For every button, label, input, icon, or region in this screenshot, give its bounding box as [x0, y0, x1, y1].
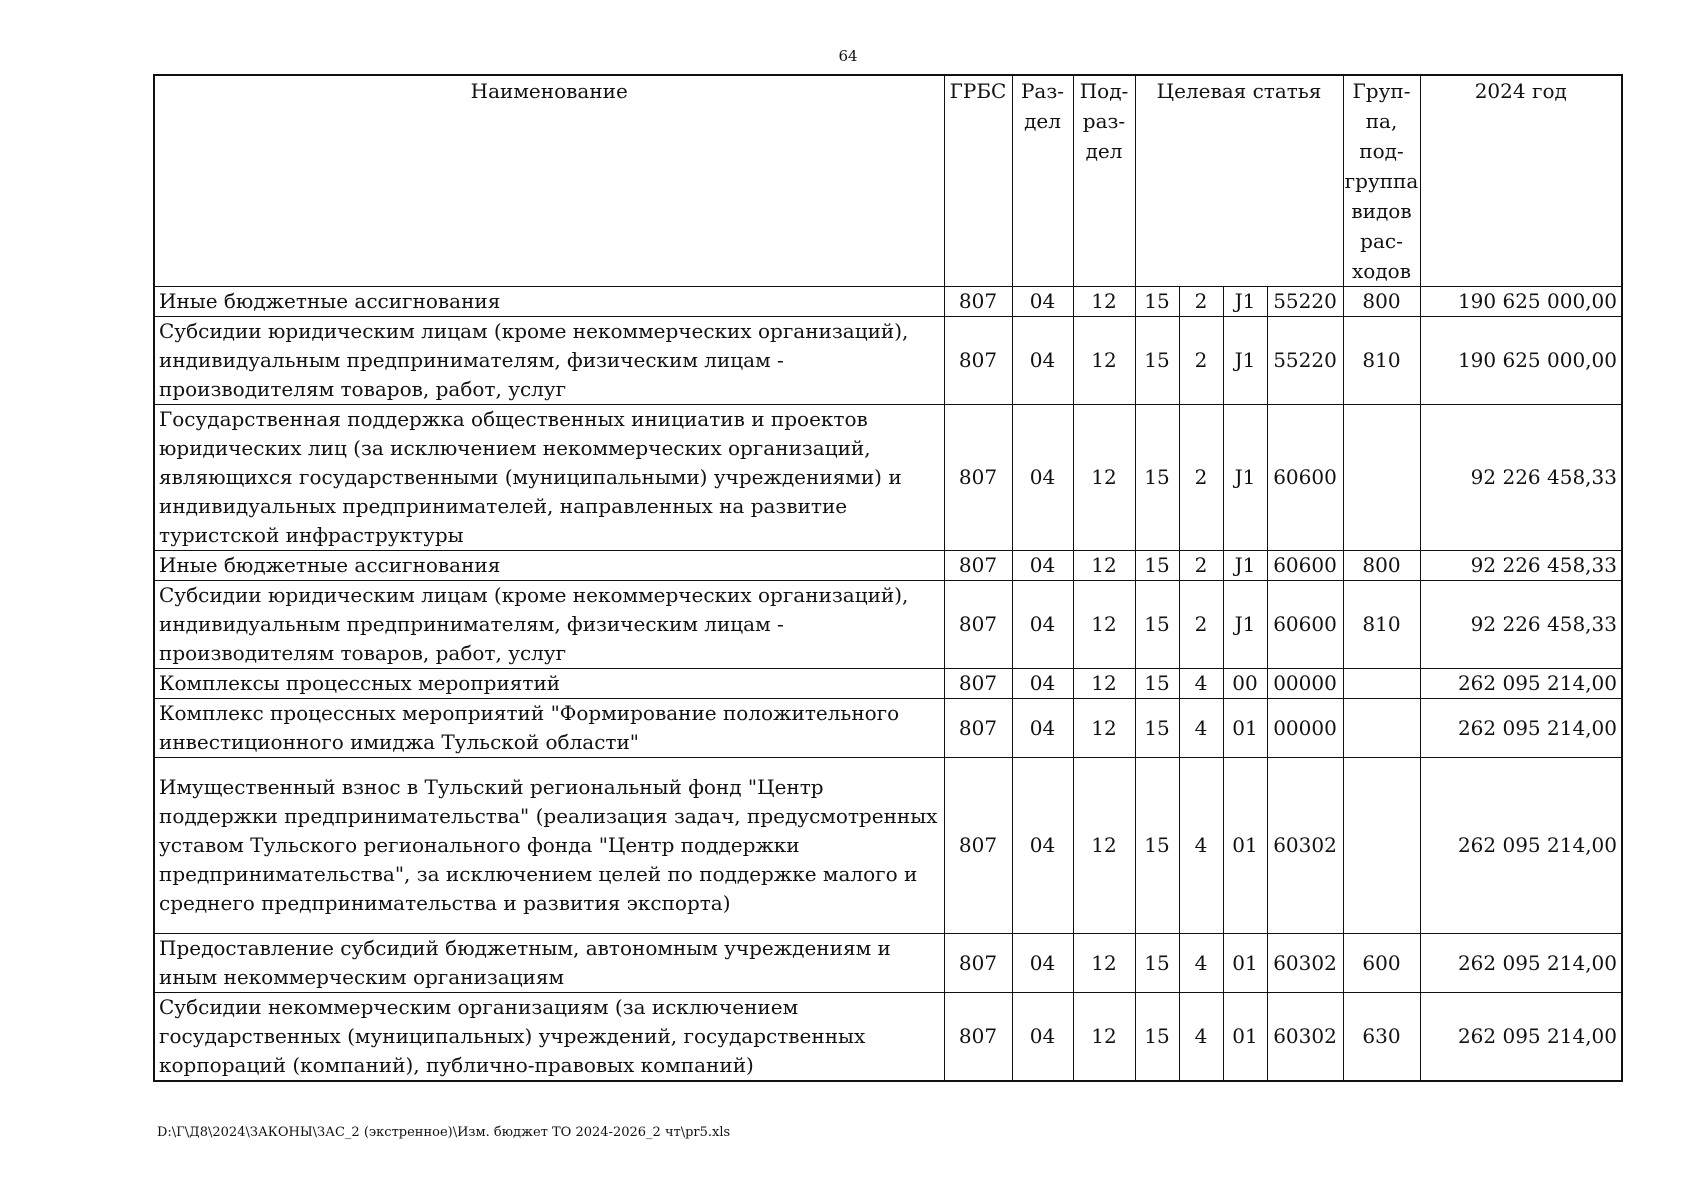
row-podrazdel: 12 [1073, 669, 1135, 699]
row-amount: 262 095 214,00 [1420, 699, 1622, 758]
row-podrazdel: 12 [1073, 551, 1135, 581]
row-target-project: 01 [1223, 699, 1267, 758]
row-expense-group: 630 [1343, 993, 1420, 1082]
row-razdel: 04 [1012, 405, 1073, 551]
row-amount: 262 095 214,00 [1420, 934, 1622, 993]
row-expense-group [1343, 669, 1420, 699]
budget-table [153, 74, 1623, 1082]
table-row [154, 669, 1622, 699]
row-razdel: 04 [1012, 317, 1073, 405]
row-amount: 92 226 458,33 [1420, 551, 1622, 581]
row-expense-group: 800 [1343, 551, 1420, 581]
row-target-type: 4 [1179, 758, 1223, 934]
row-target-type: 4 [1179, 934, 1223, 993]
row-grbs: 807 [944, 758, 1012, 934]
row-name: Субсидии некоммерческим организациям (за исключением государственных (муниципальных) учреждений, государственных корпораций (компаний), публично-правовых компаний) [154, 993, 944, 1082]
row-target-project: 01 [1223, 993, 1267, 1082]
row-razdel: 04 [1012, 758, 1073, 934]
row-podrazdel: 12 [1073, 699, 1135, 758]
row-target-direction: 60600 [1267, 581, 1343, 669]
row-razdel: 04 [1012, 551, 1073, 581]
row-name: Иные бюджетные ассигнования [154, 287, 944, 317]
row-amount: 190 625 000,00 [1420, 317, 1622, 405]
table-row [154, 551, 1622, 581]
row-target-program: 15 [1135, 405, 1179, 551]
table-row [154, 758, 1622, 934]
row-target-program: 15 [1135, 581, 1179, 669]
header-razdel: Раз- дел [1012, 75, 1073, 287]
row-podrazdel: 12 [1073, 317, 1135, 405]
row-target-program: 15 [1135, 317, 1179, 405]
row-target-type: 4 [1179, 669, 1223, 699]
row-target-program: 15 [1135, 551, 1179, 581]
row-expense-group: 600 [1343, 934, 1420, 993]
header-grbs: ГРБС [944, 75, 1012, 287]
row-target-project: J1 [1223, 551, 1267, 581]
row-target-direction: 60600 [1267, 405, 1343, 551]
row-target-project: 00 [1223, 669, 1267, 699]
row-target-direction: 00000 [1267, 669, 1343, 699]
file-path-footer: D:\Г\Д8\2024\ЗАКОНЫ\ЗАС_2 (экстренное)\Изм. бюджет ТО 2024-2026_2 чт\pr5.xls [157, 1125, 731, 1140]
row-target-type: 2 [1179, 405, 1223, 551]
row-podrazdel: 12 [1073, 405, 1135, 551]
header-podrazdel: Под- раз- дел [1073, 75, 1135, 287]
row-amount: 92 226 458,33 [1420, 405, 1622, 551]
row-target-type: 2 [1179, 581, 1223, 669]
row-target-program: 15 [1135, 758, 1179, 934]
row-podrazdel: 12 [1073, 581, 1135, 669]
row-razdel: 04 [1012, 581, 1073, 669]
row-razdel: 04 [1012, 287, 1073, 317]
row-podrazdel: 12 [1073, 934, 1135, 993]
row-name: Государственная поддержка общественных инициатив и проектов юридических лиц (за исключением некоммерческих организаций, являющихся государственными (муниципальными) учреждениями) и индивидуальных предпринимателей, направленных на развитие туристской инфраструктуры [154, 405, 944, 551]
row-grbs: 807 [944, 669, 1012, 699]
row-amount: 262 095 214,00 [1420, 993, 1622, 1082]
row-grbs: 807 [944, 581, 1012, 669]
row-target-program: 15 [1135, 669, 1179, 699]
row-target-program: 15 [1135, 934, 1179, 993]
row-razdel: 04 [1012, 934, 1073, 993]
table-row [154, 993, 1622, 1082]
table-row [154, 699, 1622, 758]
row-grbs: 807 [944, 934, 1012, 993]
row-amount: 190 625 000,00 [1420, 287, 1622, 317]
row-grbs: 807 [944, 317, 1012, 405]
row-amount: 92 226 458,33 [1420, 581, 1622, 669]
row-amount: 262 095 214,00 [1420, 758, 1622, 934]
header-expense-group: Груп- па, под- группа видов рас- ходов [1343, 75, 1420, 287]
row-grbs: 807 [944, 287, 1012, 317]
row-expense-group: 800 [1343, 287, 1420, 317]
row-target-type: 4 [1179, 993, 1223, 1082]
row-razdel: 04 [1012, 993, 1073, 1082]
row-name: Субсидии юридическим лицам (кроме некоммерческих организаций), индивидуальным предпринимателям, физическим лицам - производителям товаров, работ, услуг [154, 317, 944, 405]
row-name: Предоставление субсидий бюджетным, автономным учреждениям и иным некоммерческим организациям [154, 934, 944, 993]
row-amount: 262 095 214,00 [1420, 669, 1622, 699]
row-target-direction: 00000 [1267, 699, 1343, 758]
row-target-project: J1 [1223, 287, 1267, 317]
row-name: Комплекс процессных мероприятий "Формирование положительного инвестиционного имиджа Тульской области" [154, 699, 944, 758]
table-row [154, 934, 1622, 993]
row-grbs: 807 [944, 551, 1012, 581]
row-target-direction: 55220 [1267, 317, 1343, 405]
row-target-program: 15 [1135, 287, 1179, 317]
table-row [154, 405, 1622, 551]
header-year-2024: 2024 год [1420, 75, 1622, 287]
row-target-type: 2 [1179, 287, 1223, 317]
row-name: Комплексы процессных мероприятий [154, 669, 944, 699]
row-expense-group: 810 [1343, 581, 1420, 669]
header-target-article: Целевая статья [1135, 75, 1343, 287]
row-target-direction: 60302 [1267, 934, 1343, 993]
table-row [154, 317, 1622, 405]
row-target-type: 4 [1179, 699, 1223, 758]
row-podrazdel: 12 [1073, 993, 1135, 1082]
row-target-direction: 55220 [1267, 287, 1343, 317]
row-target-type: 2 [1179, 317, 1223, 405]
row-grbs: 807 [944, 699, 1012, 758]
row-target-direction: 60600 [1267, 551, 1343, 581]
row-name: Имущественный взнос в Тульский региональный фонд "Центр поддержки предпринимательства" (реализация задач, предусмотренных уставом Тульского регионального фонда "Центр поддержки предпринимательства", за исключением целей по поддержке малого и среднего предпринимательства и развития экспорта) [154, 758, 944, 934]
header-name: Наименование [154, 75, 944, 287]
row-razdel: 04 [1012, 669, 1073, 699]
row-target-direction: 60302 [1267, 758, 1343, 934]
page-number: 64 [838, 47, 858, 65]
row-target-direction: 60302 [1267, 993, 1343, 1082]
row-target-type: 2 [1179, 551, 1223, 581]
row-grbs: 807 [944, 993, 1012, 1082]
row-target-program: 15 [1135, 993, 1179, 1082]
row-name: Субсидии юридическим лицам (кроме некоммерческих организаций), индивидуальным предпринимателям, физическим лицам - производителям товаров, работ, услуг [154, 581, 944, 669]
row-name: Иные бюджетные ассигнования [154, 551, 944, 581]
row-razdel: 04 [1012, 699, 1073, 758]
row-grbs: 807 [944, 405, 1012, 551]
row-podrazdel: 12 [1073, 758, 1135, 934]
row-podrazdel: 12 [1073, 287, 1135, 317]
row-target-program: 15 [1135, 699, 1179, 758]
row-expense-group [1343, 699, 1420, 758]
row-target-project: J1 [1223, 317, 1267, 405]
table-row [154, 581, 1622, 669]
row-expense-group [1343, 758, 1420, 934]
table-row [154, 287, 1622, 317]
row-target-project: J1 [1223, 581, 1267, 669]
row-expense-group: 810 [1343, 317, 1420, 405]
row-expense-group [1343, 405, 1420, 551]
table-header-row [154, 75, 1622, 287]
row-target-project: 01 [1223, 934, 1267, 993]
row-target-project: 01 [1223, 758, 1267, 934]
row-target-project: J1 [1223, 405, 1267, 551]
